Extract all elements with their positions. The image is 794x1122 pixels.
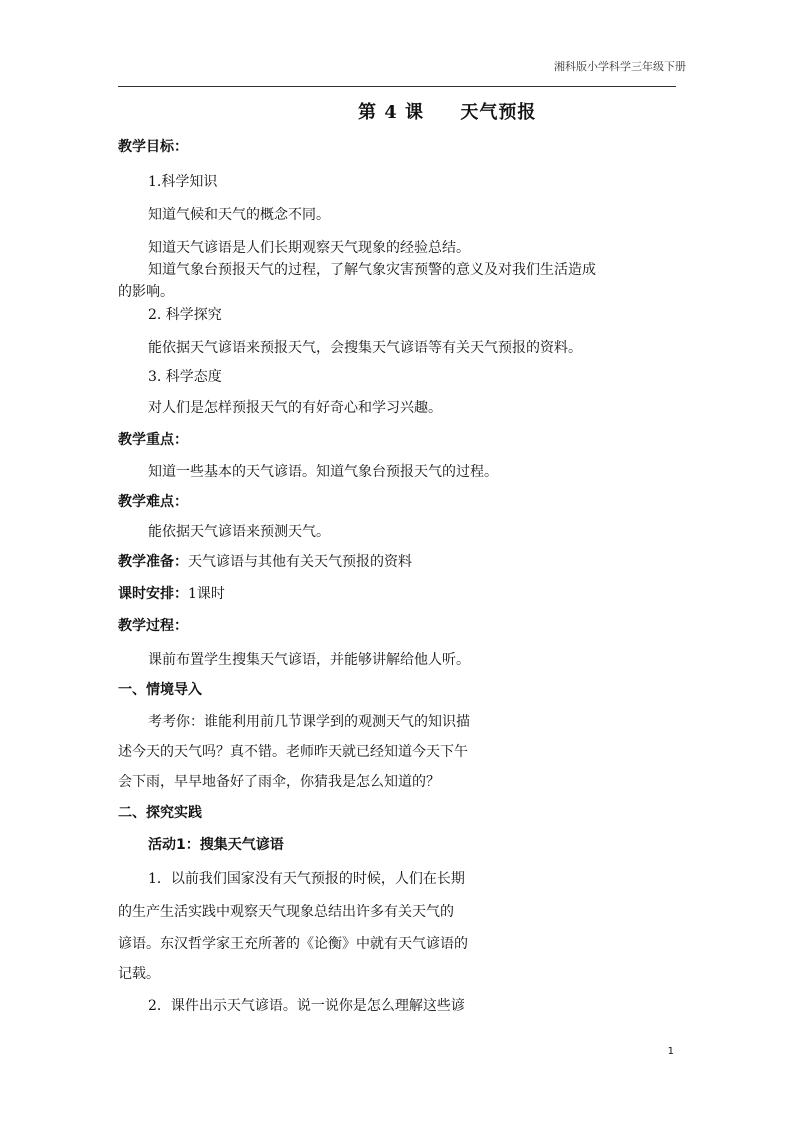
section1-para-2: 述今天的天气吗？真不错。老师昨天就已经知道今天下午 (118, 744, 468, 760)
schedule-heading: 课时安排： (118, 586, 188, 602)
knowledge-title: 1.科学知识 (148, 174, 218, 190)
lesson-title: 第 4 课 天气预报 (358, 102, 537, 123)
section2-para-5: 2．课件出示天气谚语。说一说你是怎么理解这些谚 (148, 998, 465, 1014)
section2-para-4: 记载。 (118, 966, 160, 982)
header-rule (118, 86, 676, 87)
key-points-heading: 教学重点： (118, 432, 188, 448)
activity-1-heading: 活动1：搜集天气谚语 (148, 837, 284, 853)
knowledge-item-3a: 知道气象台预报天气的过程，了解气象灾害预警的意义及对我们生活造成 (148, 262, 596, 278)
knowledge-item-2: 知道天气谚语是人们长期观察天气现象的经验总结。 (148, 240, 470, 256)
attitude-item-1: 对人们是怎样预报天气的有好奇心和学习兴趣。 (148, 400, 442, 416)
section1-para-3: 会下雨，早早地备好了雨伞，你猜我是怎么知道的？ (118, 774, 440, 790)
difficulties-text: 能依据天气谚语来预测天气。 (148, 524, 330, 540)
section2-para-1: 1．以前我们国家没有天气预报的时候，人们在长期 (148, 871, 465, 887)
attitude-title: 3. 科学态度 (148, 369, 222, 385)
section1-heading: 一、情境导入 (118, 682, 202, 698)
inquiry-title: 2. 科学探究 (148, 307, 222, 323)
process-heading: 教学过程： (118, 618, 188, 634)
knowledge-item-1: 知道气候和天气的概念不同。 (148, 207, 330, 223)
inquiry-item-1: 能依据天气谚语来预报天气，会搜集天气谚语等有关天气预报的资料。 (148, 340, 582, 356)
section2-heading: 二、探究实践 (118, 805, 202, 821)
prep-heading: 教学准备： (118, 554, 188, 570)
schedule-line (118, 584, 225, 604)
schedule-text: 1课时 (188, 586, 225, 602)
key-points-text: 知道一些基本的天气谚语。知道气象台预报天气的过程。 (148, 464, 498, 480)
knowledge-item-3b: 的影响。 (118, 284, 174, 300)
section2-para-2: 的生产生活实践中观察天气现象总结出许多有关天气的 (118, 904, 454, 920)
prep-text: 天气谚语与其他有关天气预报的资料 (188, 554, 412, 570)
section1-para-1: 考考你：谁能利用前几节课学到的观测天气的知识描 (148, 714, 470, 730)
page-number: 1 (667, 1046, 674, 1057)
goals-heading: 教学目标： (118, 139, 188, 155)
section2-para-3: 谚语。东汉哲学家王充所著的《论衡》中就有天气谚语的 (118, 936, 468, 952)
difficulties-heading: 教学难点： (118, 494, 188, 510)
process-text: 课前布置学生搜集天气谚语，并能够讲解给他人听。 (148, 652, 470, 668)
prep-line (118, 552, 412, 572)
header-note: 湘科版小学科学三年级下册 (554, 60, 686, 73)
